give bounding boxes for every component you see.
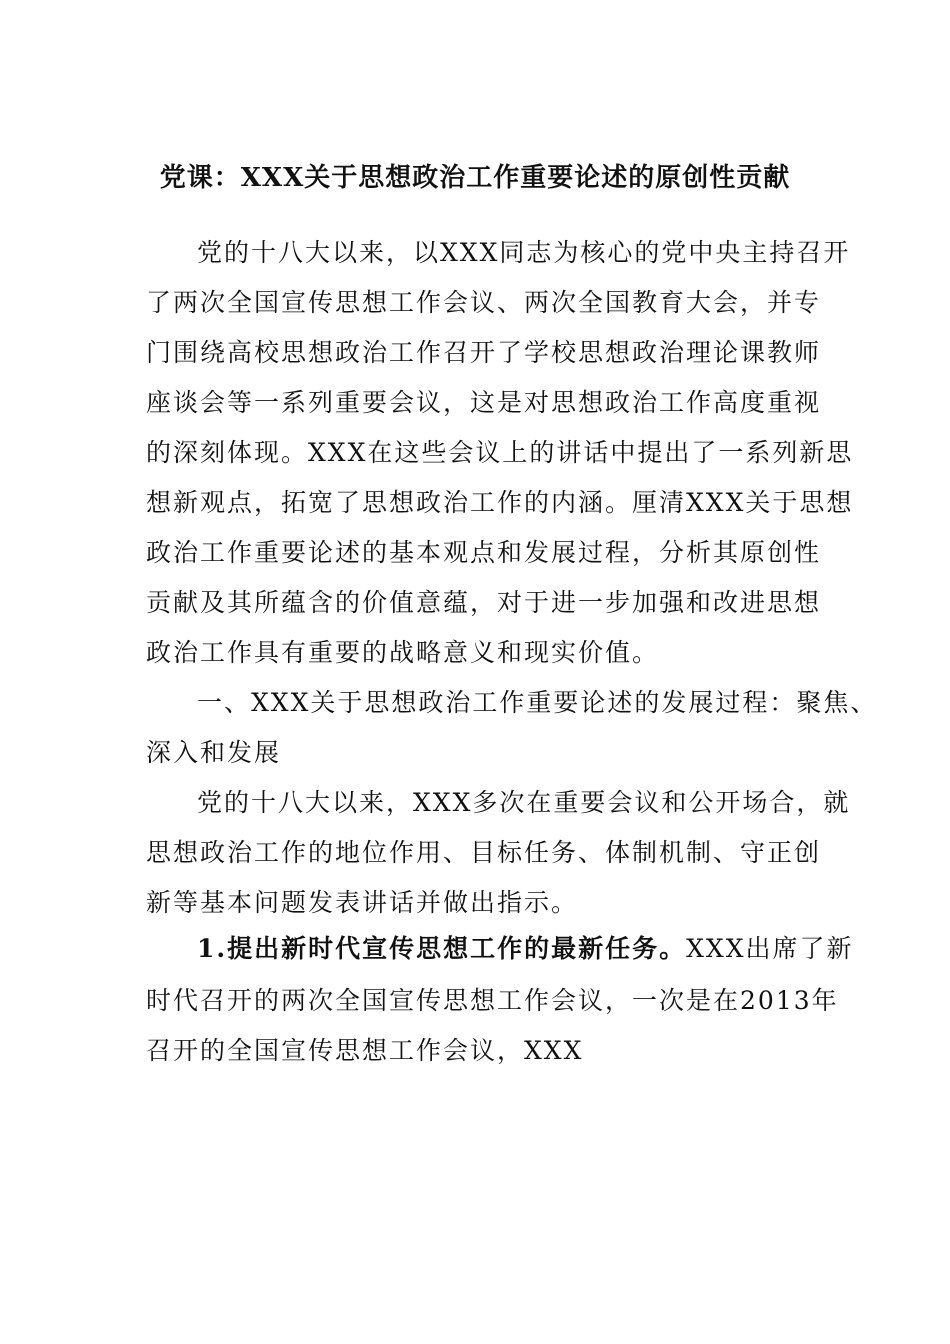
intro-line: 党的十八大以来，以XXX同志为核心的党中央主持召开 (197, 238, 851, 267)
intro-line: 的深刻体现。XXX在这些会议上的讲话中提出了一系列新思 (146, 438, 854, 467)
point-1-line-rest: XXX出席了新 (686, 934, 854, 963)
section-paragraph-line: 党的十八大以来，XXX多次在重要会议和公开场合，就 (197, 788, 851, 817)
document-title: 党课：XXX关于思想政治工作重要论述的原创性贡献 (159, 163, 791, 193)
section-heading-line: 深入和发展 (146, 738, 282, 767)
intro-line: 座谈会等一系列重要会议，这是对思想政治工作高度重视 (146, 388, 822, 417)
intro-line: 了两次全国宣传思想工作会议、两次全国教育大会，并专 (146, 288, 822, 317)
intro-line: 政治工作重要论述的基本观点和发展过程，分析其原创性 (146, 538, 822, 567)
section-paragraph-line: 思想政治工作的地位作用、目标任务、体制机制、守正创 (146, 838, 822, 867)
intro-line: 政治工作具有重要的战略意义和现实价值。 (146, 638, 660, 667)
point-1-bold-lead: 1.提出新时代宣传思想工作的最新任务。 (197, 934, 687, 963)
point-1-line: 时代召开的两次全国宣传思想工作会议，一次是在2013年 (146, 986, 839, 1015)
point-1-first-line (197, 932, 854, 966)
section-paragraph-line: 新等基本问题发表讲话并做出指示。 (146, 888, 579, 917)
intro-line: 门围绕高校思想政治工作召开了学校思想政治理论课教师 (146, 338, 822, 367)
point-1-line: 召开的全国宣传思想工作会议，XXX (146, 1036, 584, 1065)
intro-line: 想新观点，拓宽了思想政治工作的内涵。厘清XXX关于思想 (146, 488, 854, 517)
intro-line: 贡献及其所蕴含的价值意蕴，对于进一步加强和改进思想 (146, 588, 822, 617)
section-heading-line: 一、XXX关于思想政治工作重要论述的发展过程：聚焦、 (197, 688, 878, 717)
